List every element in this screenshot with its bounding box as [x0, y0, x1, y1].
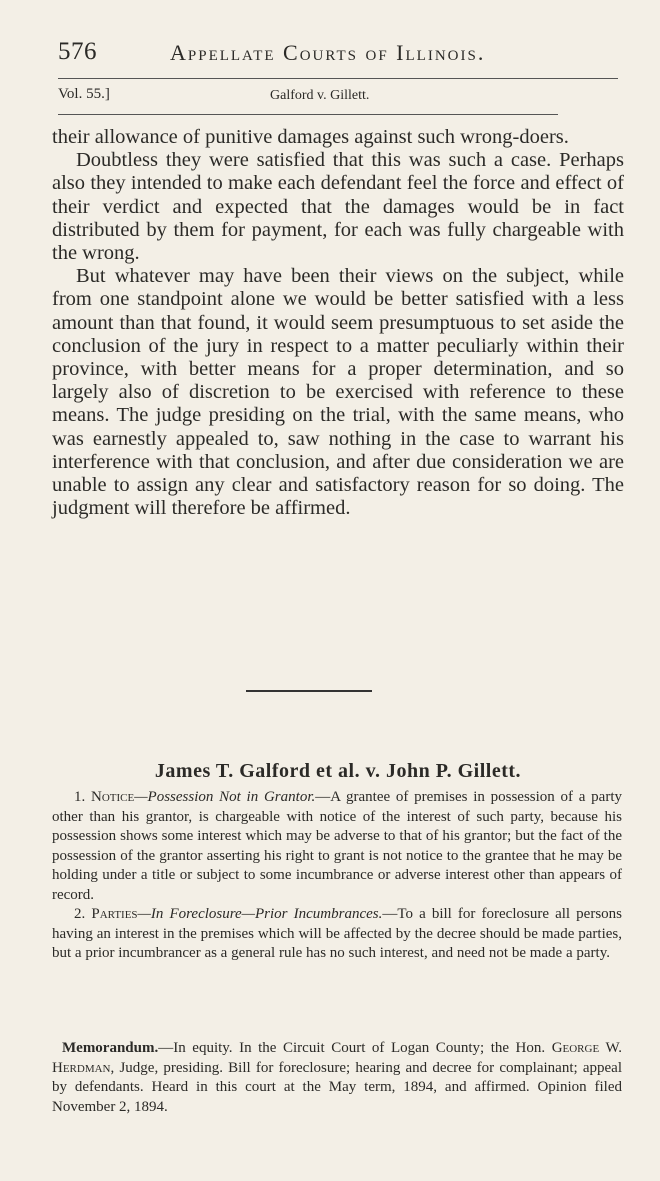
subheader-rule	[58, 114, 558, 115]
headnote-text: —To a bill for foreclosure all persons having an interest in the premises which will be affected by the decree should be made parties, but a prior incumbrancer as a general rule has no such interest, and need not be made a party.	[52, 906, 623, 961]
headnote-text: —A grantee of premises in possession of a party other than his grantor, is chargeable with notice of the interest of such party, because his possession shows some interest which may be adverse to that of his grantor; but the fact of the possession of the grantor asserting his right to grant is not notice to the grantee that he may be holding under a title or subject to some incumbrance or adverse interest other than appears of record.	[52, 789, 623, 903]
case-title: James T. Galford et al. v. John P. Gillett.	[154, 760, 522, 782]
headnote-heading: Parties	[91, 906, 138, 922]
headnote-number: 1.	[74, 789, 86, 805]
page-number: 576	[58, 38, 97, 65]
memorandum-text: —In equity. In the Circuit Court of Logan County; the Hon.	[158, 1040, 552, 1056]
headnote-heading: Notice	[91, 789, 135, 805]
opinion-paragraph: But whatever may have been their views on the subject, while from one standpoint alone we would be better satisfied with a less amount than that found, it would seem presumptuous to set aside the conclusion of the jury in respect to a matter peculiarly within their province, with better means for a proper determination, and so largely also of discretion to be exercised with reference to these means. The judge presiding on the trial, with the same means, who was earnestly appealed to, saw nothing in the case to warrant his interference with that conclusion, and after due consideration we are unable to assign any clear and satisfactory reason for so doing. The judgment will therefore be affirmed.	[52, 265, 624, 520]
memorandum-paragraph	[52, 1039, 622, 1117]
opinion-text	[52, 126, 624, 520]
running-title: Appellate Courts of Illinois.	[170, 40, 486, 65]
judge-name: George W. Herdman	[52, 1040, 622, 1076]
subheader	[58, 86, 618, 108]
headnote-number: 2.	[74, 906, 86, 922]
headnote-1	[52, 788, 622, 905]
opinion-paragraph: their allowance of punitive damages against such wrong-doers.	[52, 126, 569, 148]
headnote-topic: —In Foreclosure—Prior Incumbrances.	[137, 906, 383, 922]
headnotes	[52, 788, 622, 964]
memorandum	[52, 1039, 622, 1117]
volume-label: Vol. 55.]	[58, 86, 110, 102]
opinion-paragraph: Doubtless they were satisfied that this was such a case. Perhaps also they intended to make each defendant feel the force and effect of their verdict and expected that the damages would be in fact distributed by them for payment, for each was fully chargeable with the wrong.	[52, 149, 624, 265]
headnote-topic: —Possession Not in Grantor.	[134, 789, 316, 805]
case-short-title: Galford v. Gillett.	[270, 88, 370, 103]
header-rule	[58, 78, 618, 79]
section-divider	[246, 690, 372, 692]
memorandum-label: Memorandum.	[62, 1040, 159, 1056]
page-header	[58, 38, 618, 70]
memorandum-text: , Judge, presiding. Bill for foreclosure; hearing and decree for complainant; appeal by defendants. Heard in this court at the May term, 1894, and affirmed. Opinion filed November 2, 1894.	[52, 1059, 622, 1115]
headnote-2	[52, 905, 622, 964]
